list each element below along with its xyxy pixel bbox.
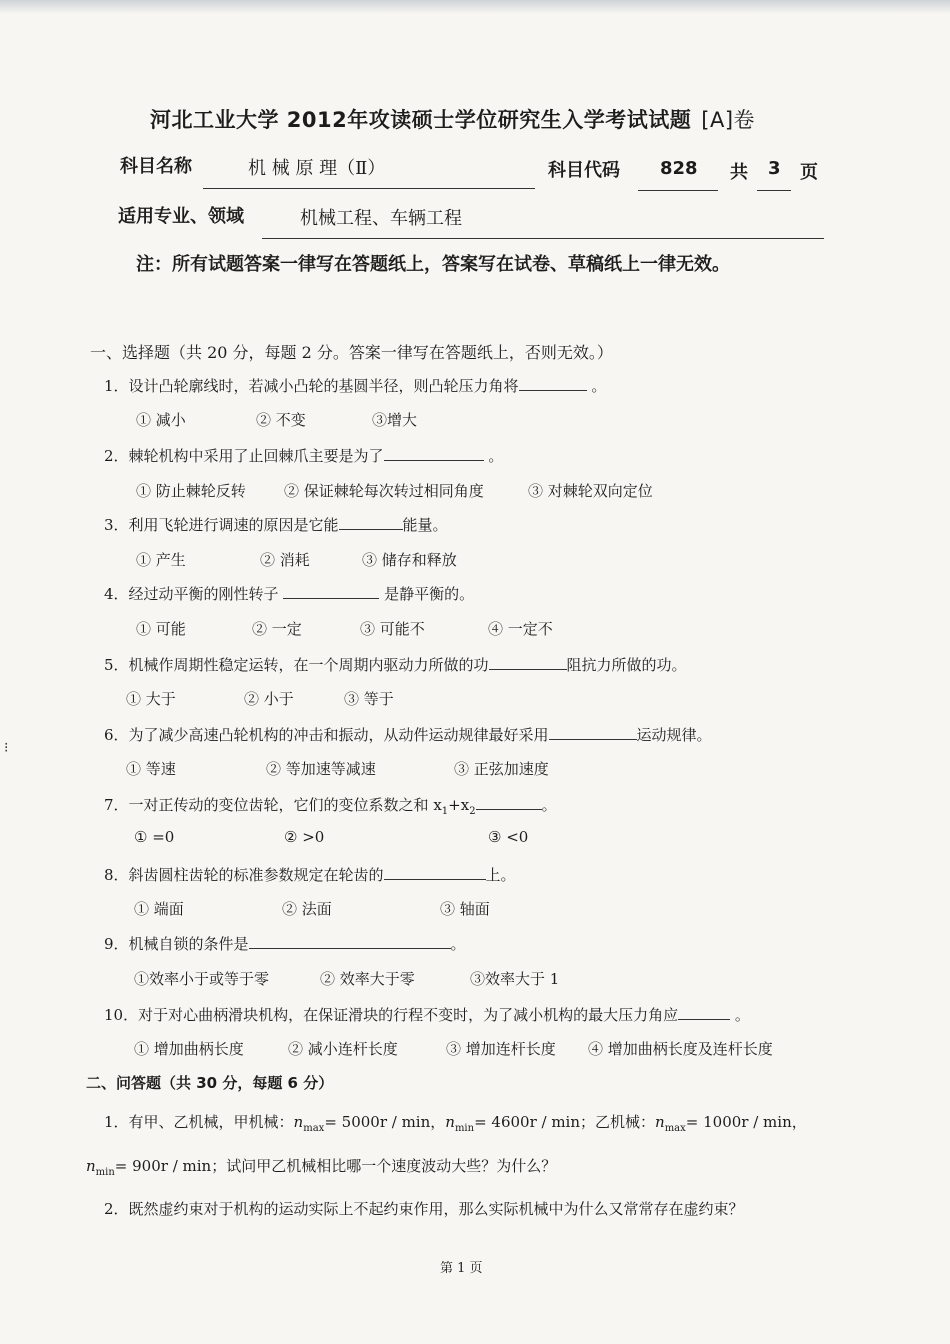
section2-title: 二、问答题（共 30 分，每题 6 分） xyxy=(86,1074,334,1092)
answer-blank xyxy=(249,934,451,949)
option: ② 一定 xyxy=(252,620,302,638)
option: ② 保证棘轮每次转过相同角度 xyxy=(284,482,484,500)
option: ③ 正弦加速度 xyxy=(454,760,549,778)
subject-value: 机 械 原 理（Ⅱ） xyxy=(248,158,386,179)
section1-title: 一、选择题（共 20 分，每题 2 分。答案一律写在答题纸上，否则无效。） xyxy=(90,343,613,362)
question-5: 5．机械作周期性稳定运转，在一个周期内驱动力所做的功 阻抗力所做的功。 xyxy=(104,656,687,674)
section2-question-2: 2．既然虚约束对于机构的运动实际上不起约束作用，那么实际机械中为什么又常常存在虚约束？ xyxy=(104,1200,744,1218)
option: ② 法面 xyxy=(282,900,332,918)
option: ③ 对棘轮双向定位 xyxy=(528,482,653,500)
option: ② 效率大于零 xyxy=(320,970,415,988)
pages-underline xyxy=(757,190,791,191)
page-number: 第 1 页 xyxy=(440,1261,483,1276)
option: ① 产生 xyxy=(136,551,186,569)
answer-blank xyxy=(549,725,637,740)
question-8: 8．斜齿圆柱齿轮的标准参数规定在轮齿的 上。 xyxy=(104,866,516,884)
question-7: 7．一对正传动的变位齿轮，它们的变位系数之和 $x_1+x_2$ 。 xyxy=(104,796,557,817)
code-value: 828 xyxy=(660,158,698,179)
answer-blank xyxy=(283,584,379,599)
option: ③ 等于 xyxy=(344,690,394,708)
option: ①效率小于或等于零 xyxy=(134,970,270,988)
section2-question-1: 1．有甲、乙机械，甲机械：$n_{max}= 5000r / \min$，$n_{min}= 4600r / \min$；乙机械：$n_{max}= 1000r / \min$， xyxy=(104,1113,807,1134)
code-label: 科目代码 xyxy=(548,160,620,181)
major-underline xyxy=(262,238,824,239)
pages-suffix: 页 xyxy=(800,162,818,183)
answer-blank xyxy=(339,515,403,530)
option: ② 等加速等减速 xyxy=(266,760,376,778)
paper-tag: [A]卷 xyxy=(701,108,756,132)
exam-title xyxy=(150,104,755,134)
option: ② 消耗 xyxy=(260,551,310,569)
option: ① =0 xyxy=(134,828,175,846)
question-2: 2．棘轮机构中采用了止回棘爪主要是为了 。 xyxy=(104,447,504,465)
question-1: 1．设计凸轮廓线时，若减小凸轮的基圆半径，则凸轮压力角将 。 xyxy=(104,377,607,395)
option: ① 增加曲柄长度 xyxy=(134,1040,244,1058)
question-10: 10．对于对心曲柄滑块机构，在保证滑块的行程不变时，为了减小机构的最大压力角应 。 xyxy=(104,1006,750,1024)
pages-count: 3 xyxy=(768,158,781,179)
option: ③ 可能不 xyxy=(360,620,425,638)
answer-blank xyxy=(489,655,567,670)
notice: 注：所有试题答案一律写在答题纸上，答案写在试卷、草稿纸上一律无效。 xyxy=(136,254,730,275)
major-label: 适用专业、领域 xyxy=(118,206,244,227)
option: ② >0 xyxy=(284,828,325,846)
scan-marks: ⁝ xyxy=(4,740,9,756)
option: ④ 一定不 xyxy=(488,620,553,638)
option: ② 不变 xyxy=(256,411,306,429)
option: ② 减小连杆长度 xyxy=(288,1040,398,1058)
section2-question-1-cont: $n_{min}= 900r / \min$；试问甲乙机械相比哪一个速度波动大些？为什么？ xyxy=(86,1157,557,1178)
answer-blank xyxy=(476,795,542,810)
answer-blank xyxy=(678,1005,730,1020)
question-6: 6．为了减少高速凸轮机构的冲击和振动，从动件运动规律最好采用 运动规律。 xyxy=(104,726,712,744)
option: ④ 增加曲柄长度及连杆长度 xyxy=(588,1040,773,1058)
question-4: 4．经过动平衡的刚性转子 是静平衡的。 xyxy=(104,585,475,603)
option: ① 可能 xyxy=(136,620,186,638)
option: ③ 轴面 xyxy=(440,900,490,918)
pages-prefix: 共 xyxy=(730,162,748,183)
option: ① 大于 xyxy=(126,690,176,708)
code-underline xyxy=(638,190,718,191)
option: ① 等速 xyxy=(126,760,176,778)
option: ③ <0 xyxy=(488,828,529,846)
subject-underline xyxy=(203,188,535,189)
answer-blank xyxy=(519,376,587,391)
title-text: 河北工业大学 2012年攻读硕士学位研究生入学考试试题 xyxy=(150,108,692,132)
option: ① 减小 xyxy=(136,411,186,429)
answer-blank xyxy=(384,865,486,880)
option: ① 防止棘轮反转 xyxy=(136,482,246,500)
answer-blank xyxy=(384,446,484,461)
question-3: 3．利用飞轮进行调速的原因是它能 能量。 xyxy=(104,516,448,534)
option: ③效率大于 1 xyxy=(470,970,560,988)
major-value: 机械工程、车辆工程 xyxy=(300,208,462,229)
option: ② 小于 xyxy=(244,690,294,708)
option: ③增大 xyxy=(372,411,418,429)
option: ① 端面 xyxy=(134,900,184,918)
question-9: 9．机械自锁的条件是 。 xyxy=(104,935,466,953)
option: ③ 增加连杆长度 xyxy=(446,1040,556,1058)
scan-edge xyxy=(0,0,950,14)
subject-label: 科目名称 xyxy=(120,156,192,177)
option: ③ 储存和释放 xyxy=(362,551,457,569)
